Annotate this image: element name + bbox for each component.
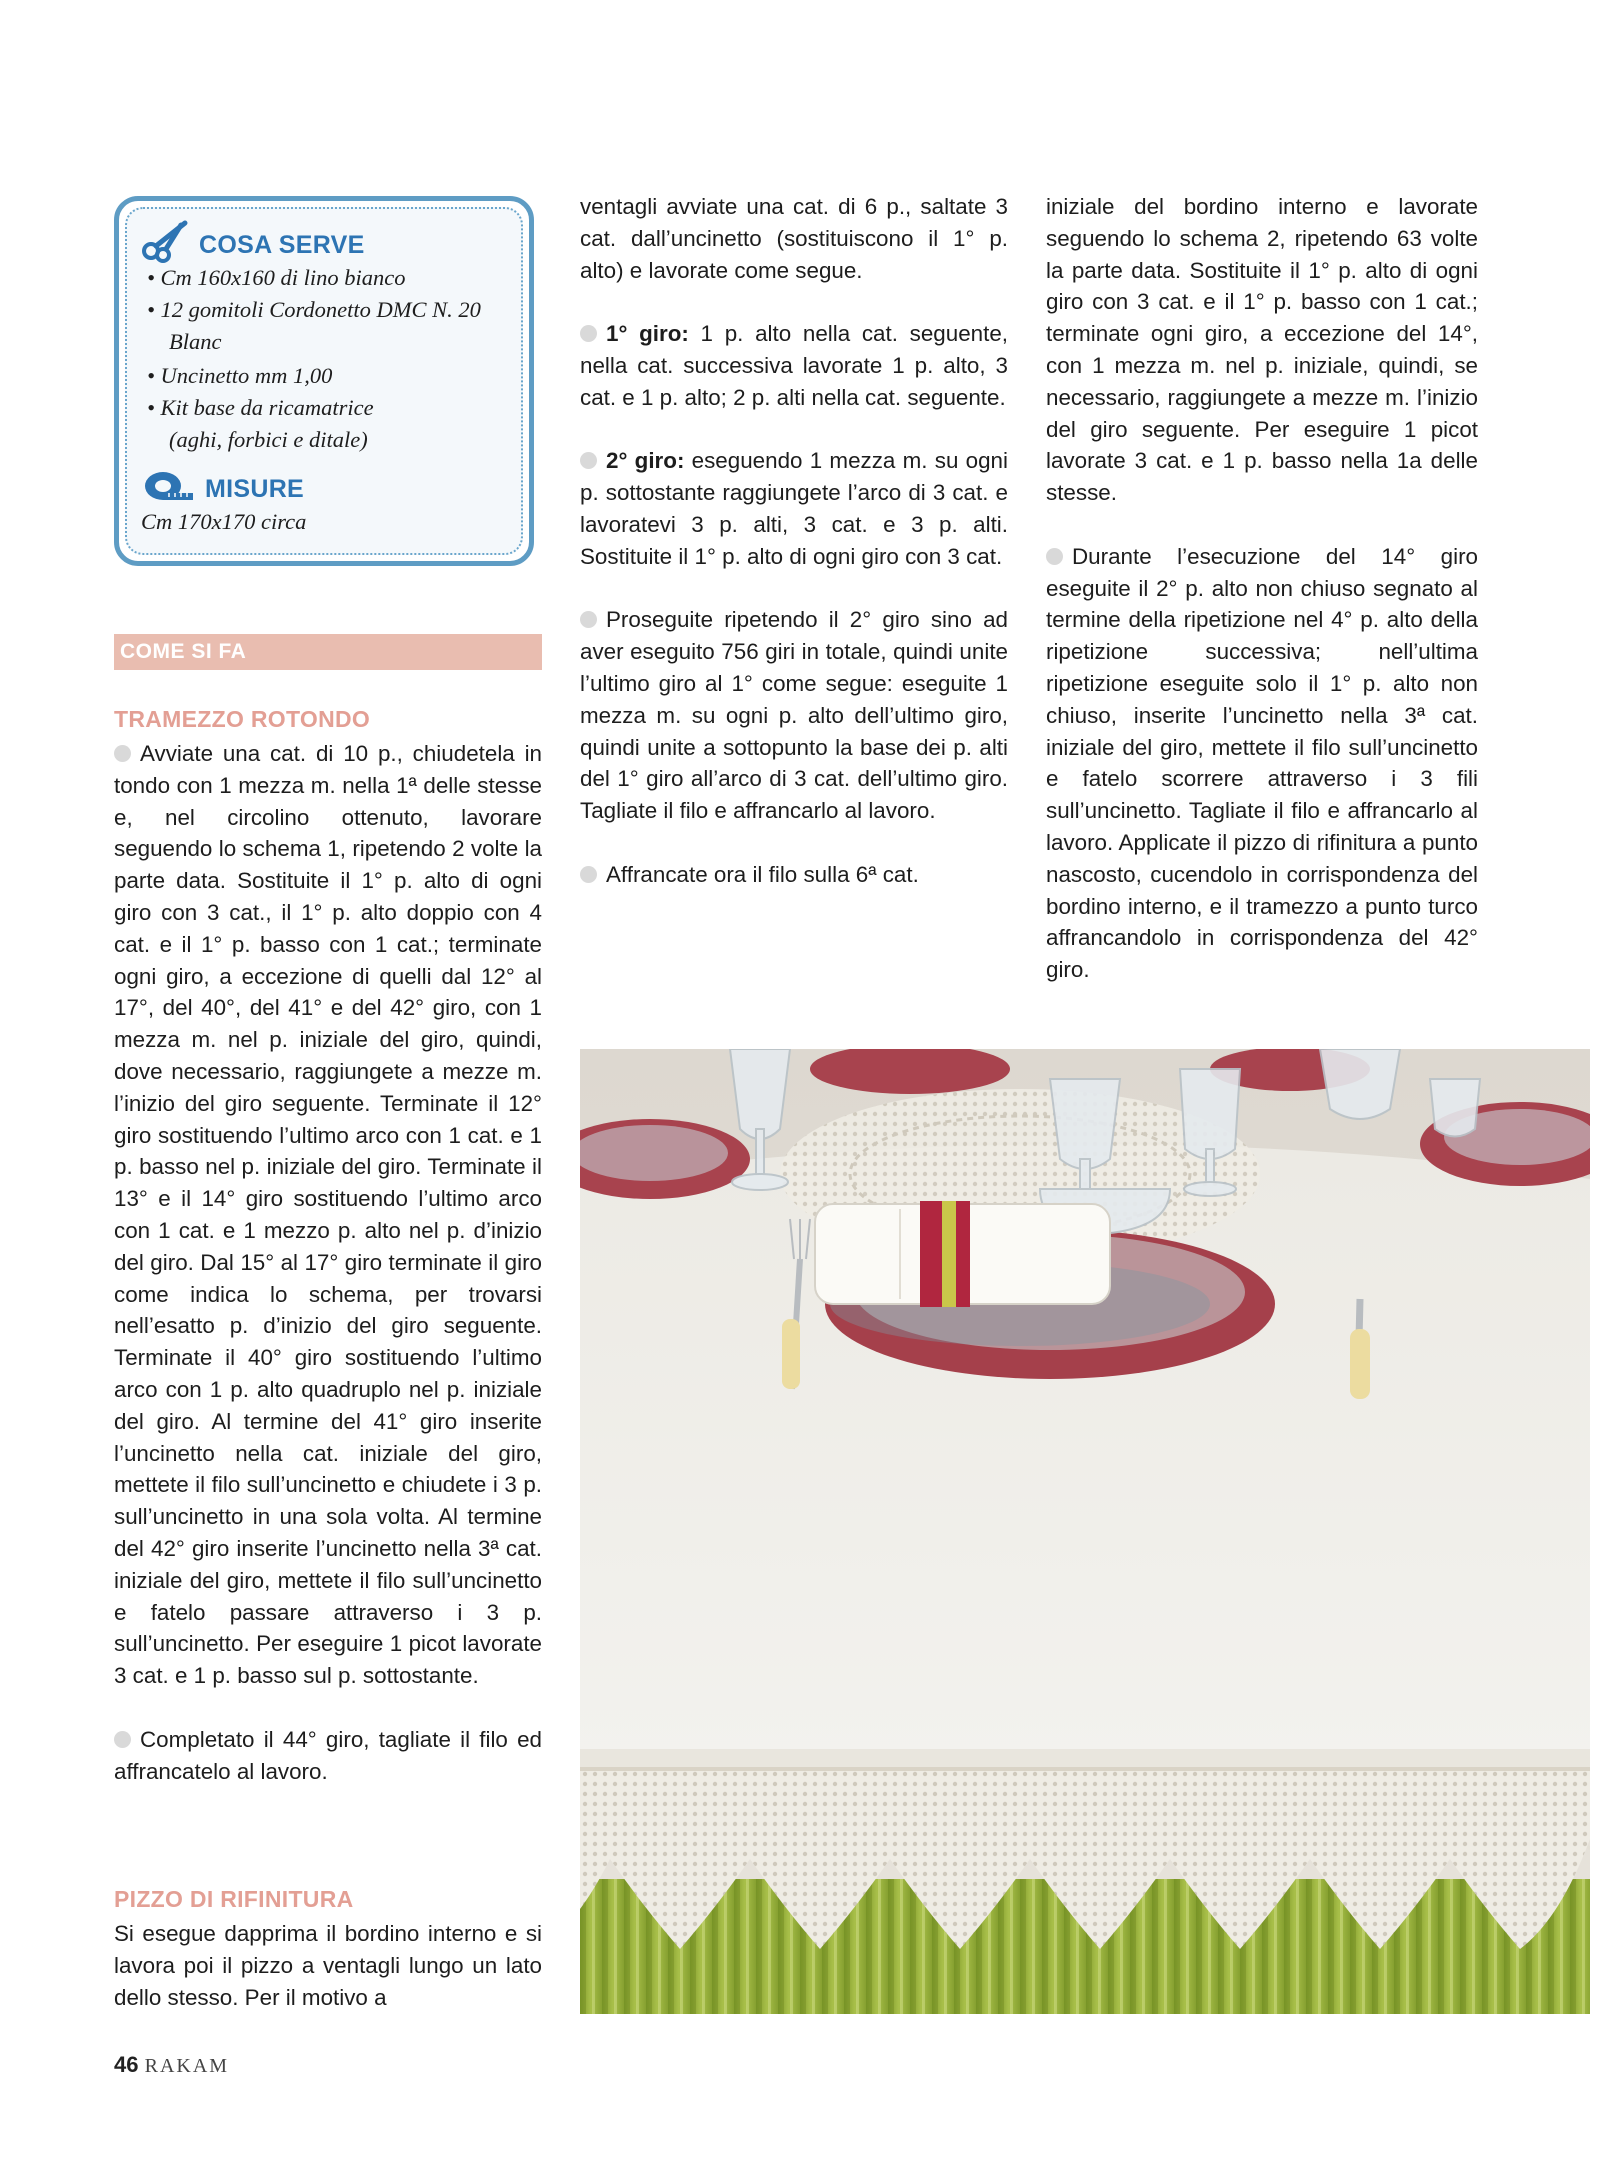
paragraph-text: Completato il 44° giro, tagliate il filo ed affrancatelo al lavoro.	[114, 1726, 542, 1784]
materials-item: • 12 gomitoli Cordonetto DMC N. 20	[147, 297, 481, 322]
paragraph-text: Affrancate ora il filo sulla 6ª cat.	[606, 861, 919, 887]
subhead-tramezzo: TRAMEZZO ROTONDO	[114, 706, 371, 732]
column-1	[114, 738, 542, 1787]
paragraph-text: eseguendo 1 mezza m. su ogni p. sottostante raggiungete l’arco di 3 cat. e lavoratevi 3 p. alti, 3 cat. e 3 p. alti. Sostituite il 1° p. alto di ogni giro con 3 cat.	[580, 448, 1008, 569]
subhead-pizzo: PIZZO DI RIFINITURA	[114, 1886, 354, 1912]
materials-box-inner	[125, 207, 523, 555]
round-label: 1° giro:	[606, 321, 689, 347]
bullet-icon	[580, 325, 597, 342]
materials-heading: COSA SERVE	[199, 231, 365, 259]
paragraph	[580, 318, 1008, 413]
page-number: 46	[114, 2052, 139, 2077]
materials-item: (aghi, forbici e ditale)	[169, 427, 368, 452]
paragraph-text: Durante l’esecuzione del 14° giro eseguite il 2° p. alto non chiuso segnato al termine della ripetizione nel 4° p. alto della ripetizione successiva; nell’ultima ripetizione eseguite solo il 1° p. alto non chiuso, inserite l’uncinetto nella 3ª cat. iniziale del giro, mettete il filo sull’uncinetto e fatelo scorrere attraverso i 3 fili sull’uncinetto. Tagliate il filo e affrancarlo al lavoro. Applicate il pizzo di rifinitura a punto nascosto, cucendolo in corrispondenza del bordino interno, e il tramezzo a punto turco affrancandolo in corrispondenza del 42° giro.	[1046, 543, 1478, 983]
materials-item: Blanc	[169, 329, 222, 354]
paragraph	[114, 1724, 542, 1788]
materials-item: • Kit base da ricamatrice	[147, 395, 374, 420]
bullet-icon	[1046, 548, 1063, 565]
bullet-icon	[114, 745, 131, 762]
column-3	[1046, 191, 1478, 986]
bullet-icon	[580, 611, 597, 628]
measures-heading: MISURE	[205, 475, 305, 503]
paragraph	[580, 604, 1008, 827]
paragraph	[114, 738, 542, 1692]
paragraph-text: Avviate una cat. di 10 p., chiudetela in tondo con 1 mezza m. nella 1ª delle stesse e, nel circolino ottenuto, lavorare seguendo lo schema 1, ripetendo 2 volte la parte data. Sostituite il 1° p. alto di ogni giro con 3 cat., il 1° p. alto doppio con 4 cat. e il 1° p. basso con 1 cat.; terminate ogni giro, a eccezione di quelli dal 12° al 17°, del 40°, del 41° e del 42° giro, con 1 mezza m. nel p. iniziale del giro, quindi, dove necessario, raggiungete a mezze m. l’inizio del giro seguente. Terminate il 12° giro sostituendo l’ultimo arco con 1 cat. e 1 p. basso nel p. iniziale del giro. Terminate il 13° e il 14° giro sostituendo l’ultimo arco con 1 cat. e 1 mezzo p. alto nel p. d’inizio del giro. Dal 15° al 17° giro terminate il giro come indica lo schema, per trovarsi nell’esatto p. d’inizio del giro seguente. Terminate il 40° giro sostituendo l’ultimo arco con 1 p. alto quadruplo nel p. iniziale del giro. Al termine del 41° giro inserite l’uncinetto nella cat. iniziale del giro, mettete il filo sull’uncinetto e chiudete i 3 p. sull’uncinetto in una sola volta. Al termine del 42° giro inserite l’uncinetto nella 3ª cat. iniziale del giro, mettete il filo sull’uncinetto e fatelo passare attraverso i 3 p. sull’uncinetto. Per eseguire 1 picot lavorate 3 cat. e 1 p. basso sul p. sottostante.	[114, 741, 542, 1689]
paragraph-text: 1 p. alto nella cat. seguente, nella cat. successiva lavorate 1 p. alto, 3 cat. e 1 p. alto; 2 p. alti nella cat. seguente.	[580, 321, 1008, 410]
materials-item: • Cm 160x160 di lino bianco	[147, 265, 406, 290]
bullet-icon	[580, 452, 597, 469]
materials-item: • Uncinetto mm 1,00	[147, 363, 333, 388]
measures-text: Cm 170x170 circa	[141, 509, 307, 534]
paragraph: ventagli avviate una cat. di 6 p., saltate 3 cat. dall’uncinetto (sostituiscono il 1° p. alto) e lavorate come segue.	[580, 194, 1008, 283]
bullet-icon	[580, 866, 597, 883]
bullet-icon	[114, 1731, 131, 1748]
section-title: COME SI FA	[120, 640, 247, 663]
tape-measure-icon	[141, 469, 195, 503]
page-footer	[114, 2052, 229, 2078]
tablecloth-photo	[580, 1049, 1590, 2014]
tablecloth-illustration	[580, 1049, 1590, 2014]
paragraph-text: Proseguite ripetendo il 2° giro sino ad aver eseguito 756 giri in totale, quindi unite l’ultimo giro al 1° come segue: eseguite 1 mezza m. su ogni p. alto dell’ultimo giro, quindi unite a sottopunto la base dei p. alti del 1° giro all’arco di 3 cat. dell’ultimo giro. Tagliate il filo e affrancarlo al lavoro.	[580, 607, 1008, 824]
round-label: 2° giro:	[606, 448, 685, 474]
section-bar	[114, 634, 542, 670]
scissors-icon	[141, 219, 189, 263]
paragraph	[580, 445, 1008, 572]
paragraph	[1046, 541, 1478, 986]
paragraph: iniziale del bordino interno e lavorate seguendo lo schema 2, ripetendo 63 volte la parte data. Sostituite il 1° p. alto di ogni giro con 3 cat. e il 1° p. basso con 1 cat.; terminate ogni giro, a eccezione del 14°, con 1 mezza m. nel p. iniziale, quindi, se necessario, raggiungete a mezze m. l’inizio del giro seguente. Per eseguire 1 picot lavorate 3 cat. e 1 p. basso nella 1a delle stesse.	[1046, 194, 1478, 506]
magazine-name: RAKAM	[144, 2055, 230, 2077]
column-2	[580, 191, 1008, 891]
materials-box	[114, 196, 534, 566]
column-1-tail	[114, 1918, 542, 2013]
paragraph	[580, 859, 1008, 891]
paragraph: Si esegue dapprima il bordino interno e si lavora poi il pizzo a ventagli lungo un lato dello stesso. Per il motivo a	[114, 1921, 542, 2010]
